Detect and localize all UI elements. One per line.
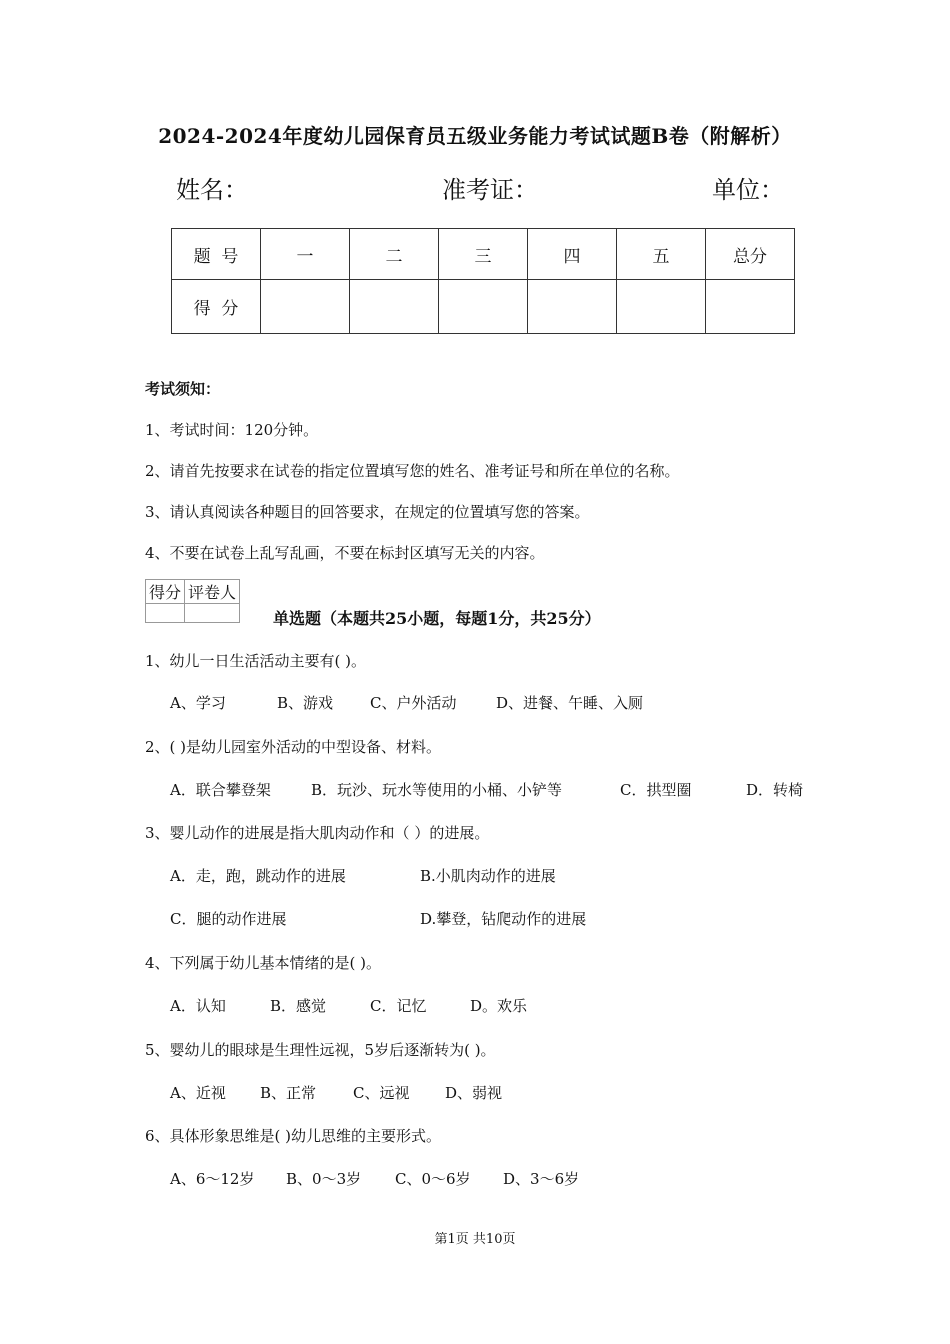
grader-score-cell[interactable] bbox=[146, 604, 185, 623]
option-a: A、6～12岁 bbox=[170, 1170, 255, 1188]
notice-item: 3、请认真阅读各种题目的回答要求，在规定的位置填写您的答案。 bbox=[145, 503, 590, 521]
option-b: B、正常 bbox=[260, 1084, 317, 1102]
option-d: D、3～6岁 bbox=[503, 1170, 580, 1188]
option-d: D、弱视 bbox=[445, 1084, 503, 1102]
score-cell[interactable] bbox=[528, 280, 617, 334]
grader-reviewer-cell[interactable] bbox=[185, 604, 240, 623]
option-d: D.攀登，钻爬动作的进展 bbox=[420, 910, 587, 928]
score-table-header: 五 bbox=[617, 229, 706, 280]
score-table-score-row bbox=[172, 280, 795, 334]
question-stem: 2、( )是幼儿园室外活动的中型设备、材料。 bbox=[145, 738, 442, 756]
score-table-header: 四 bbox=[528, 229, 617, 280]
option-b: B．感觉 bbox=[270, 997, 327, 1015]
grader-box bbox=[145, 579, 240, 623]
option-b: B、0～3岁 bbox=[286, 1170, 362, 1188]
option-b: B、游戏 bbox=[277, 694, 334, 712]
score-cell[interactable] bbox=[261, 280, 350, 334]
option-b: B．玩沙、玩水等使用的小桶、小铲等 bbox=[311, 781, 563, 799]
score-table-header: 二 bbox=[350, 229, 439, 280]
option-a: A．认知 bbox=[170, 997, 226, 1015]
option-a: A．联合攀登架 bbox=[170, 781, 271, 799]
notice-item: 2、请首先按要求在试卷的指定位置填写您的姓名、准考证号和所在单位的名称。 bbox=[145, 462, 680, 480]
question-stem: 3、婴儿动作的进展是指大肌肉动作和（ ）的进展。 bbox=[145, 824, 490, 842]
option-d: D。欢乐 bbox=[470, 997, 528, 1015]
score-cell[interactable] bbox=[706, 280, 795, 334]
notice-item: 1、考试时间：120分钟。 bbox=[145, 421, 319, 439]
unit-label: 单位： bbox=[712, 176, 784, 204]
score-table-header: 一 bbox=[261, 229, 350, 280]
question-stem: 1、幼儿一日生活活动主要有( )。 bbox=[145, 652, 367, 670]
grader-score-label: 得分 bbox=[146, 580, 185, 604]
question-stem: 5、婴幼儿的眼球是生理性远视，5岁后逐渐转为( )。 bbox=[145, 1041, 496, 1059]
question-stem: 4、下列属于幼儿基本情绪的是( )。 bbox=[145, 954, 382, 972]
page-footer: 第1页 共10页 bbox=[434, 1232, 516, 1247]
option-a: A、学习 bbox=[170, 694, 226, 712]
section-title: 单选题（本题共25小题，每题1分，共25分） bbox=[273, 609, 601, 628]
score-table bbox=[171, 228, 795, 334]
option-c: C、户外活动 bbox=[370, 694, 457, 712]
option-c: C、0～6岁 bbox=[395, 1170, 471, 1188]
notice-item: 4、不要在试卷上乱写乱画，不要在标封区填写无关的内容。 bbox=[145, 544, 545, 562]
document-title: 2024-2024年度幼儿园保育员五级业务能力考试试题B卷（附解析） bbox=[158, 124, 792, 148]
score-table-header: 总分 bbox=[706, 229, 795, 280]
score-table-header: 题 号 bbox=[172, 229, 261, 280]
option-c: C、远视 bbox=[353, 1084, 410, 1102]
option-d: D．转椅 bbox=[746, 781, 804, 799]
option-c: C．腿的动作进展 bbox=[170, 910, 287, 928]
option-d: D、进餐、午睡、入厕 bbox=[496, 694, 644, 712]
score-table-header: 三 bbox=[439, 229, 528, 280]
name-label: 姓名： bbox=[176, 176, 248, 204]
option-a: A．走，跑，跳动作的进展 bbox=[170, 867, 346, 885]
option-c: C．记忆 bbox=[370, 997, 427, 1015]
option-c: C．拱型圈 bbox=[620, 781, 692, 799]
score-row-label: 得 分 bbox=[172, 280, 261, 334]
grader-reviewer-label: 评卷人 bbox=[185, 580, 240, 604]
option-a: A、近视 bbox=[170, 1084, 226, 1102]
score-cell[interactable] bbox=[350, 280, 439, 334]
exam-id-label: 准考证： bbox=[442, 176, 538, 204]
score-table-header-row bbox=[172, 229, 795, 280]
score-cell[interactable] bbox=[439, 280, 528, 334]
score-cell[interactable] bbox=[617, 280, 706, 334]
question-stem: 6、具体形象思维是( )幼儿思维的主要形式。 bbox=[145, 1127, 442, 1145]
option-b: B.小肌肉动作的进展 bbox=[420, 867, 556, 885]
notice-heading: 考试须知： bbox=[145, 380, 221, 398]
